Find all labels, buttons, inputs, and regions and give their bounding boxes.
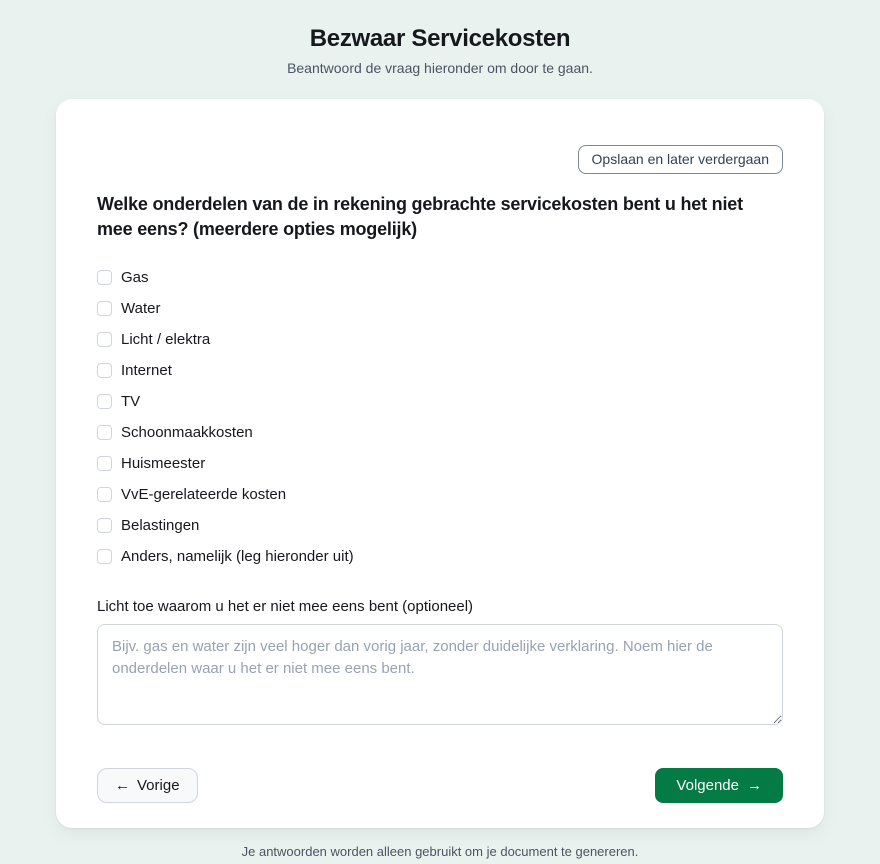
option-label[interactable]: Belastingen [121, 516, 200, 534]
option-checkbox[interactable] [97, 301, 112, 316]
option-row [97, 545, 783, 567]
option-row [97, 359, 783, 381]
privacy-note: Je antwoorden worden alleen gebruikt om je document te genereren. [241, 844, 639, 859]
option-label[interactable]: Huismeester [121, 454, 206, 472]
explanation-label: Licht toe waarom u het er niet mee eens bent (optioneel) [97, 598, 474, 615]
option-row [97, 390, 783, 412]
question-heading: Welke onderdelen van de in rekening gebrachte servicekosten bent u het niet mee eens? (meerdere opties mogelijk) [97, 194, 743, 239]
option-checkbox[interactable] [97, 549, 112, 564]
option-row [97, 328, 783, 350]
page-subtitle: Beantwoord de vraag hieronder om door te gaan. [287, 60, 593, 76]
option-label[interactable]: VvE-gerelateerde kosten [121, 485, 287, 503]
option-row [97, 514, 783, 536]
option-checkbox[interactable] [97, 518, 112, 533]
option-label[interactable]: Schoonmaakkosten [121, 423, 253, 441]
next-button[interactable] [655, 768, 783, 803]
arrow-left-icon: ← [115, 777, 130, 794]
option-row [97, 266, 783, 288]
option-label[interactable]: Anders, namelijk (leg hieronder uit) [121, 547, 354, 565]
option-label[interactable]: Internet [121, 361, 172, 379]
option-row [97, 421, 783, 443]
page-title: Bezwaar Servicekosten [309, 25, 571, 52]
option-checkbox[interactable] [97, 487, 112, 502]
save-and-continue-later-button[interactable]: Opslaan en later verdergaan [578, 145, 783, 174]
option-checkbox[interactable] [97, 270, 112, 285]
question-card [56, 99, 824, 828]
page-header [0, 0, 880, 76]
navigation-row [97, 768, 783, 803]
option-label[interactable]: TV [121, 392, 141, 410]
option-row [97, 297, 783, 319]
option-label[interactable]: Licht / elektra [121, 330, 211, 348]
option-checkbox[interactable] [97, 394, 112, 409]
next-button-label: Volgende [676, 777, 739, 794]
option-row [97, 452, 783, 474]
previous-button-label: Vorige [137, 777, 180, 794]
previous-button[interactable] [97, 768, 198, 803]
option-label[interactable]: Water [121, 299, 161, 317]
option-checkbox[interactable] [97, 332, 112, 347]
option-label[interactable]: Gas [121, 268, 149, 286]
options-list [97, 266, 783, 567]
option-checkbox[interactable] [97, 363, 112, 378]
explanation-textarea[interactable] [97, 624, 783, 725]
option-row [97, 483, 783, 505]
option-checkbox[interactable] [97, 425, 112, 440]
option-checkbox[interactable] [97, 456, 112, 471]
arrow-right-icon: → [747, 777, 762, 794]
save-row [97, 145, 783, 174]
